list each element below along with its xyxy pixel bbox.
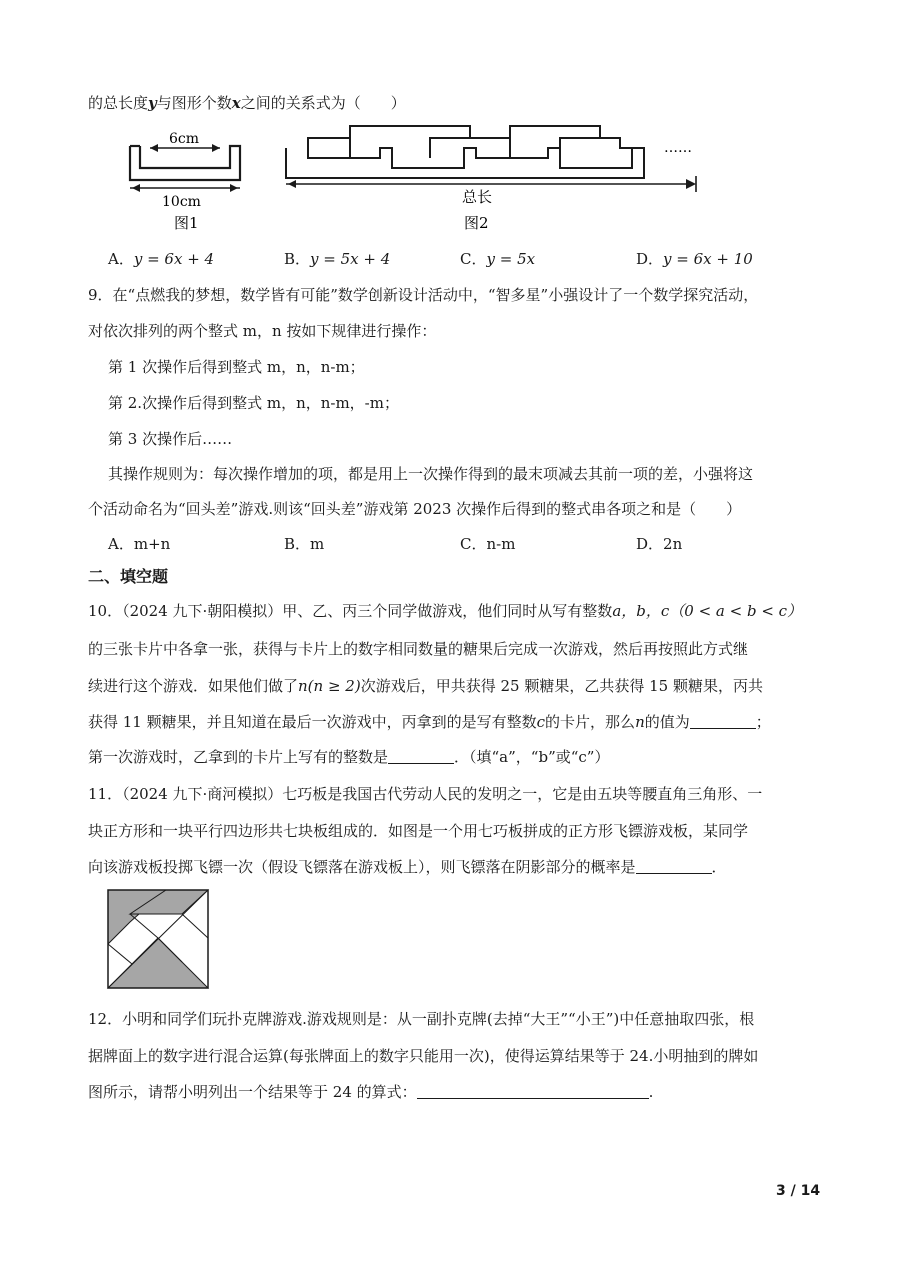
q8-figure-1: [122, 128, 252, 240]
q8-stem: 的总长度y与图形个数x之间的关系式为（ ）: [88, 94, 406, 112]
q10-answer-blank-2[interactable]: [388, 747, 454, 764]
q9-line-7: 个活动命名为“回头差”游戏.则该“回头差”游戏第 2023 次操作后得到的整式串各项之和是（ ）: [88, 500, 742, 518]
q8-option-d[interactable]: D．y = 6x + 10: [636, 250, 753, 268]
q10-line-2: 的三张卡片中各拿一张，获得与卡片上的数字相同数量的糖果后完成一次游戏，然后再按照此方式继: [88, 640, 749, 658]
var-y: y: [148, 94, 157, 112]
q9-option-d[interactable]: D．2n: [636, 535, 683, 553]
fig2-total-label: 总长: [462, 188, 493, 206]
fig1-outer-label: 10cm: [162, 194, 201, 210]
tangram-board: [106, 888, 210, 990]
q10-line-1: 10．（2024 九下·朝阳模拟）甲、乙、丙三个同学做游戏，他们同时从写有整数a，b，c（0 < a < b < c）: [88, 602, 803, 620]
q8-option-b[interactable]: B．y = 5x + 4: [284, 250, 391, 268]
q11-line-3: 向该游戏板投掷飞镖一次（假设飞镖落在游戏板上），则飞镖落在阴影部分的概率是 ．: [88, 858, 727, 876]
var-x: x: [231, 94, 241, 112]
q10-line-3: 续进行这个游戏．如果他们做了n(n ≥ 2)次游戏后，甲共获得 25 颗糖果，乙共获得 15 颗糖果，丙共: [88, 677, 763, 695]
fig1-inner-label: 6cm: [169, 131, 200, 147]
q9-line-3: 第 1 次操作后得到整式 m，n，n-m；: [108, 358, 365, 376]
fig1-caption: 图1: [174, 214, 199, 232]
page-number: 3 / 14: [776, 1183, 821, 1199]
q9-line-4: 第 2.次操作后得到整式 m，n，n-m，-m；: [108, 394, 399, 412]
q10-line-4: 获得 11 颗糖果，并且知道在最后一次游戏中，丙拿到的是写有整数c的卡片，那么n的值为 ；: [88, 713, 771, 731]
q8-figure-2: [280, 120, 720, 242]
q9-line-5: 第 3 次操作后……: [108, 430, 233, 448]
fig2-chain: [286, 148, 644, 178]
q11-line-1: 11．（2024 九下·商河模拟）七巧板是我国古代劳动人民的发明之一，它是由五块等腰直角三角形、一: [88, 785, 763, 803]
q10-line-5: 第一次游戏时，乙拿到的卡片上写有的整数是 ．（填“a”，“b”或“c”）: [88, 748, 610, 766]
q9-option-b[interactable]: B．m: [284, 535, 325, 553]
q9-line-2: 对依次排列的两个整式 m，n 按如下规律进行操作：: [88, 322, 437, 340]
q12-answer-blank[interactable]: [417, 1082, 649, 1099]
q10-answer-blank-1[interactable]: [690, 712, 756, 729]
q9-option-c[interactable]: C．n-m: [460, 535, 516, 553]
q8-option-c[interactable]: C．y = 5x: [460, 250, 536, 268]
section-title: 二、填空题: [88, 567, 169, 586]
q9-option-a[interactable]: A．m+n: [108, 535, 171, 553]
q8-option-a[interactable]: A．y = 6x + 4: [108, 250, 215, 268]
fig2-dots: ……: [664, 140, 692, 156]
q11-answer-blank[interactable]: [636, 857, 712, 874]
q12-line-3: 图所示，请帮小明列出一个结果等于 24 的算式： .: [88, 1083, 654, 1101]
q11-line-2: 块正方形和一块平行四边形共七块板组成的．如图是一个用七巧板拼成的正方形飞镖游戏板，某同学: [88, 822, 749, 840]
q12-line-1: 12．小明和同学们玩扑克牌游戏.游戏规则是：从一副扑克牌(去掉“大王”“小王”)中任意抽取四张，根: [88, 1010, 755, 1028]
fig2-caption: 图2: [464, 214, 489, 232]
q9-line-6: 其操作规则为：每次操作增加的项，都是用上一次操作得到的最末项减去其前一项的差，小强将这: [108, 465, 754, 483]
fig1-shape: [130, 146, 240, 180]
q9-line-1: 9．在“点燃我的梦想，数学皆有可能”数学创新设计活动中，“智多星”小强设计了一个数学探究活动，: [88, 286, 759, 304]
q12-line-2: 据牌面上的数字进行混合运算(每张牌面上的数字只能用一次)，使得运算结果等于 24.小明抽到的牌如: [88, 1047, 759, 1065]
shaded-piece-bottom: [108, 938, 208, 988]
